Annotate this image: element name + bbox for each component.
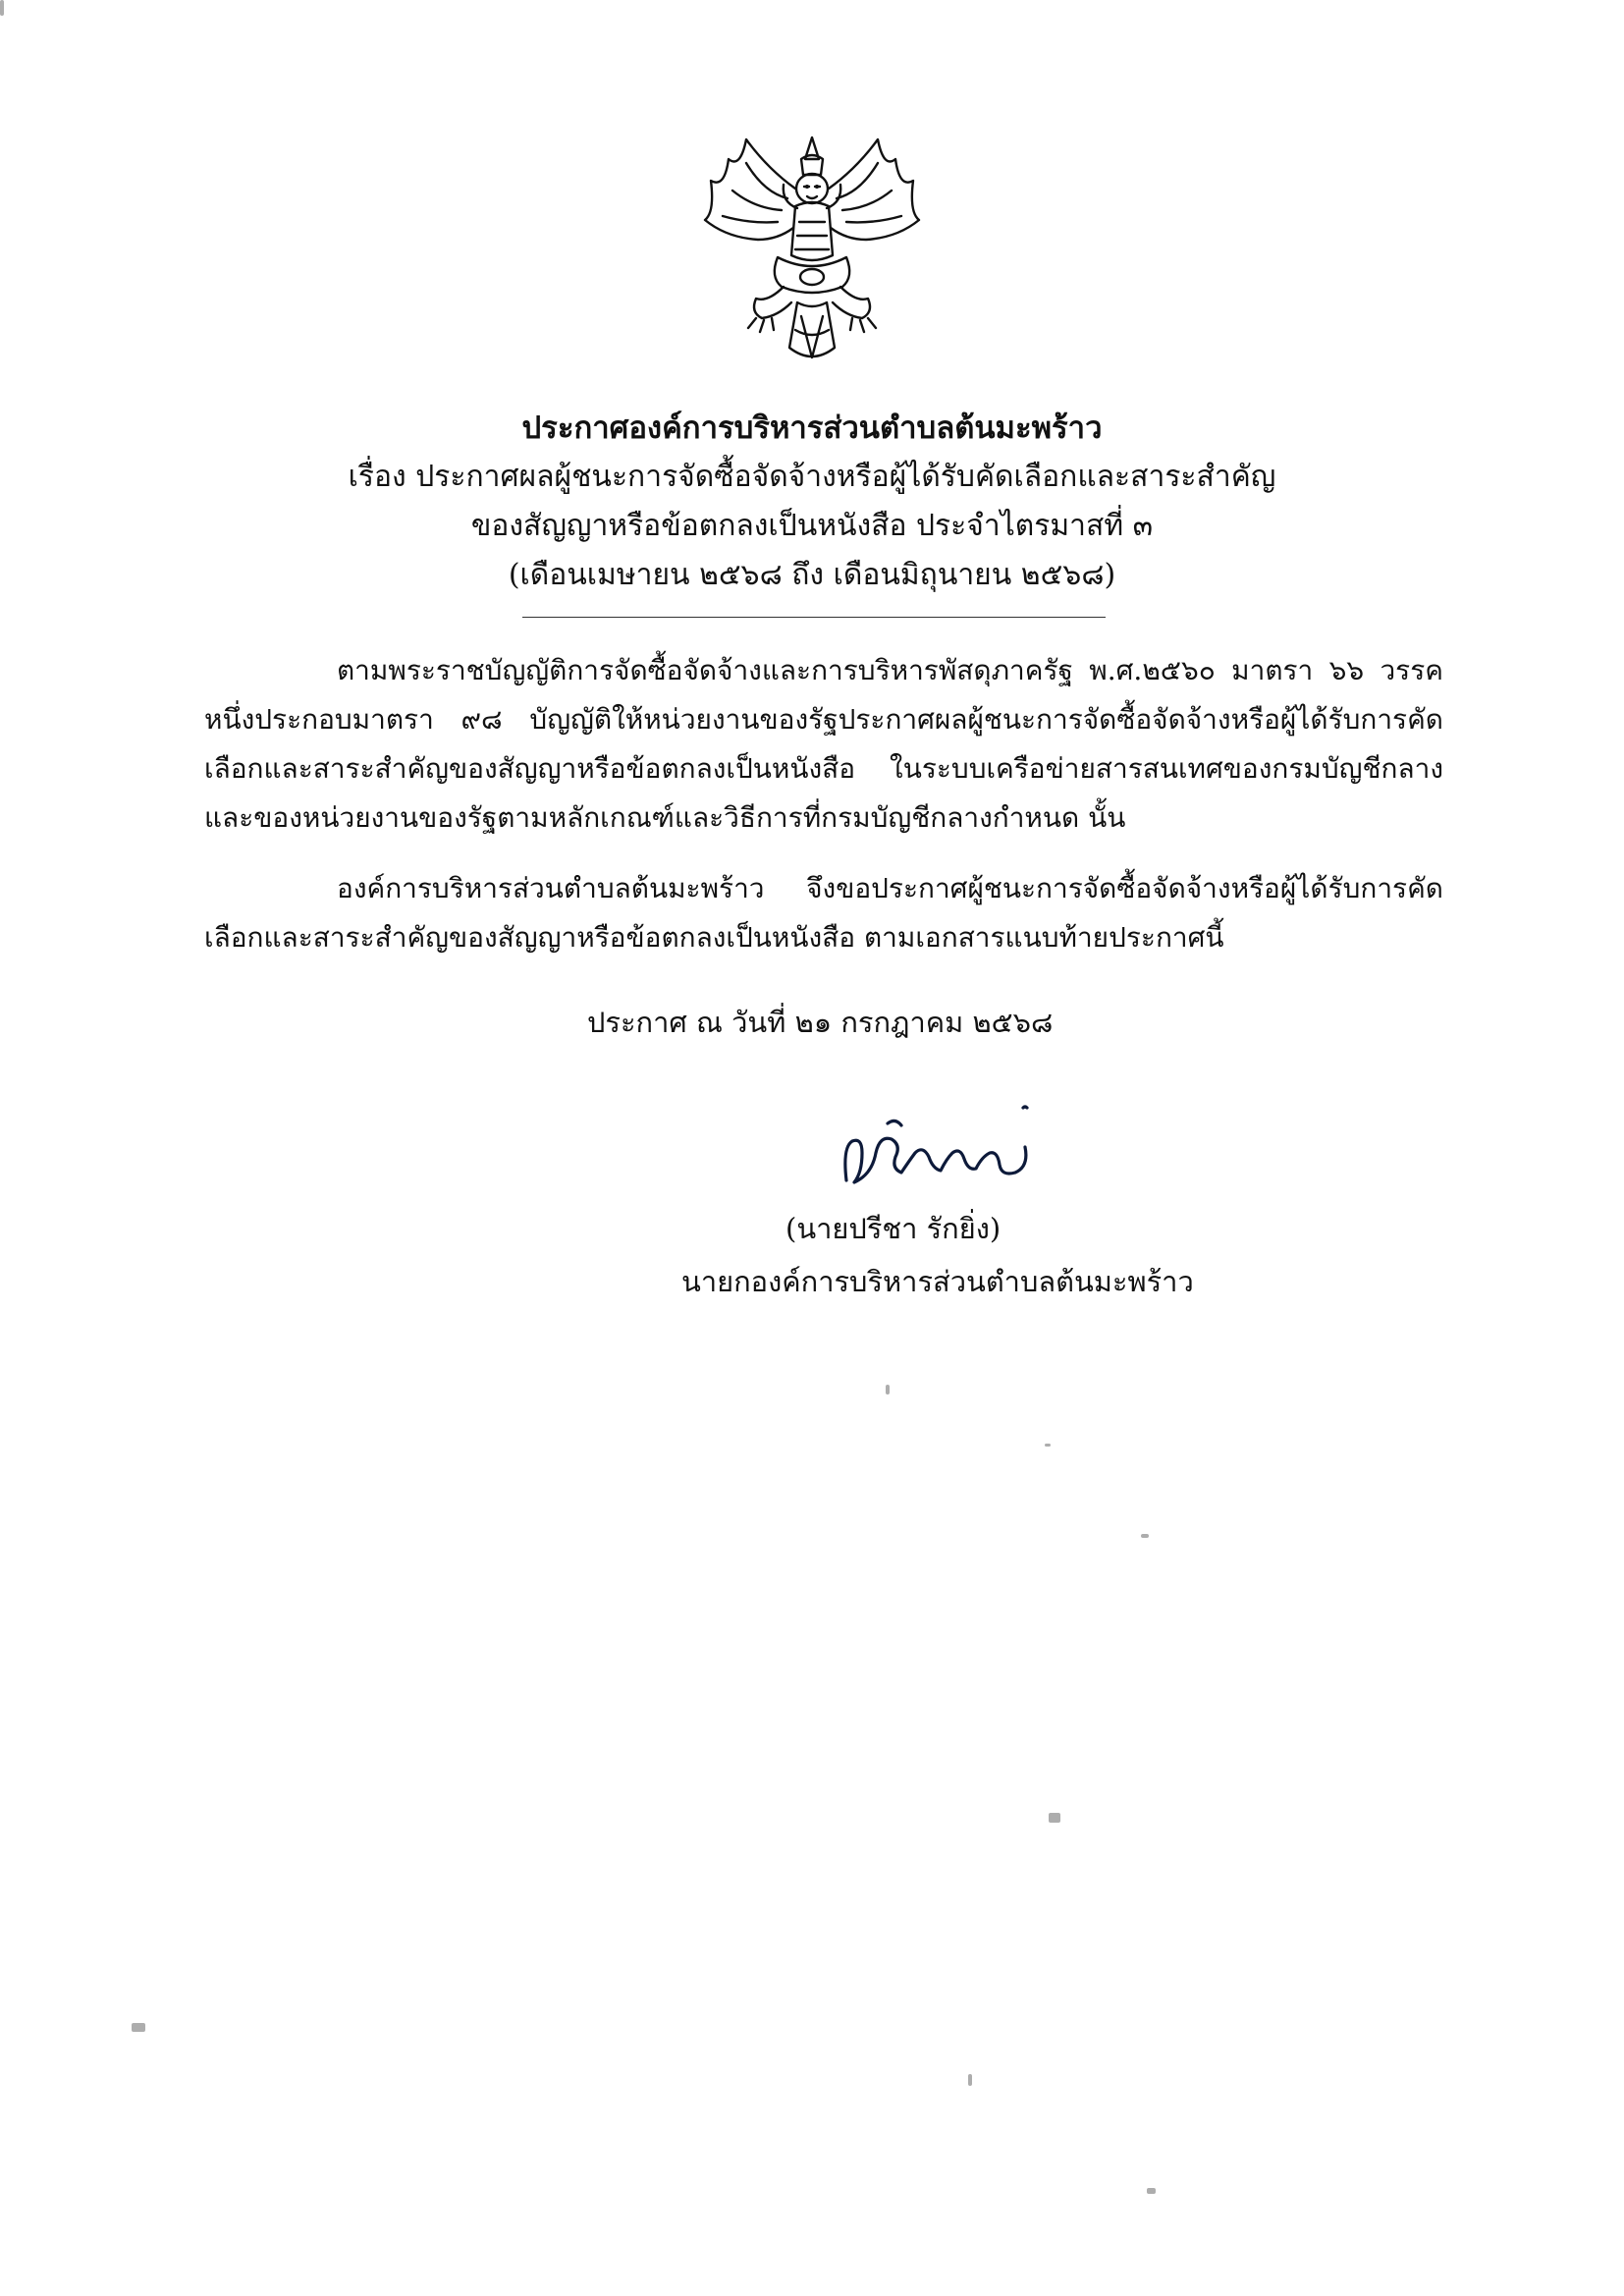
subject-line-2: ของสัญญาหรือข้อตกลงเป็นหนังสือ ประจำไตรมาสที่ ๓ (470, 509, 1154, 543)
announcement-title: ประกาศองค์การบริหารส่วนตำบลต้นมะพร้าว (521, 410, 1103, 446)
garuda-emblem-icon (699, 130, 925, 370)
body-paragraph-1: ตามพระราชบัญญัติการจัดซื้อจัดจ้างและการบริหารพัสดุภาครัฐ พ.ศ.๒๕๖๐ มาตรา ๖๖ วรรคหนึ่งประกอบมาตรา ๙๘ บัญญัติให้หน่วยงานของรัฐประกาศผลผู้ชนะการจัดซื้อจัดจ้างหรือผู้ได้รับการคัดเลือกและสาระสำคัญของสัญญาหรือข้อตกลงเป็นหนังสือ ในระบบเครือข่ายสารสนเทศของกรมบัญชีกลางและของหน่วยงานของรัฐตามหลักเกณฑ์และวิธีการที่กรมบัญชีกลางกำหนด นั้น (204, 654, 1443, 834)
title-divider (522, 617, 1106, 618)
scan-speck (1141, 1534, 1149, 1538)
announcement-date: ประกาศ ณ วันที่ ๒๑ กรกฎาคม ๒๕๖๘ (587, 1006, 1054, 1039)
scan-speck (968, 2074, 972, 2086)
signer-position: นายกองค์การบริหารส่วนตำบลต้นมะพร้าว (681, 1265, 1194, 1298)
signer-name: (นายปรีชา รักยิ่ง) (785, 1212, 1001, 1245)
scan-speck (1147, 2188, 1156, 2194)
subject-line-3: (เดือนเมษายน ๒๕๖๘ ถึง เดือนมิถุนายน ๒๕๖๘) (508, 558, 1116, 592)
subject-line-1: เรื่อง ประกาศผลผู้ชนะการจัดซื้อจัดจ้างหรือผู้ได้รับคัดเลือกและสาระสำคัญ (348, 460, 1276, 494)
scan-speck (0, 0, 4, 16)
handwritten-signature-icon (833, 1078, 1049, 1196)
scan-speck (1049, 1813, 1060, 1823)
scan-speck (886, 1385, 890, 1394)
body-paragraph-2: องค์การบริหารส่วนตำบลต้นมะพร้าว จึงขอประกาศผู้ชนะการจัดซื้อจัดจ้างหรือผู้ได้รับการคัดเลือกและสาระสำคัญของสัญญาหรือข้อตกลงเป็นหนังสือ ตามเอกสารแนบท้ายประกาศนี้ (204, 872, 1443, 954)
scan-speck (1045, 1444, 1051, 1447)
scan-speck (132, 2023, 145, 2032)
